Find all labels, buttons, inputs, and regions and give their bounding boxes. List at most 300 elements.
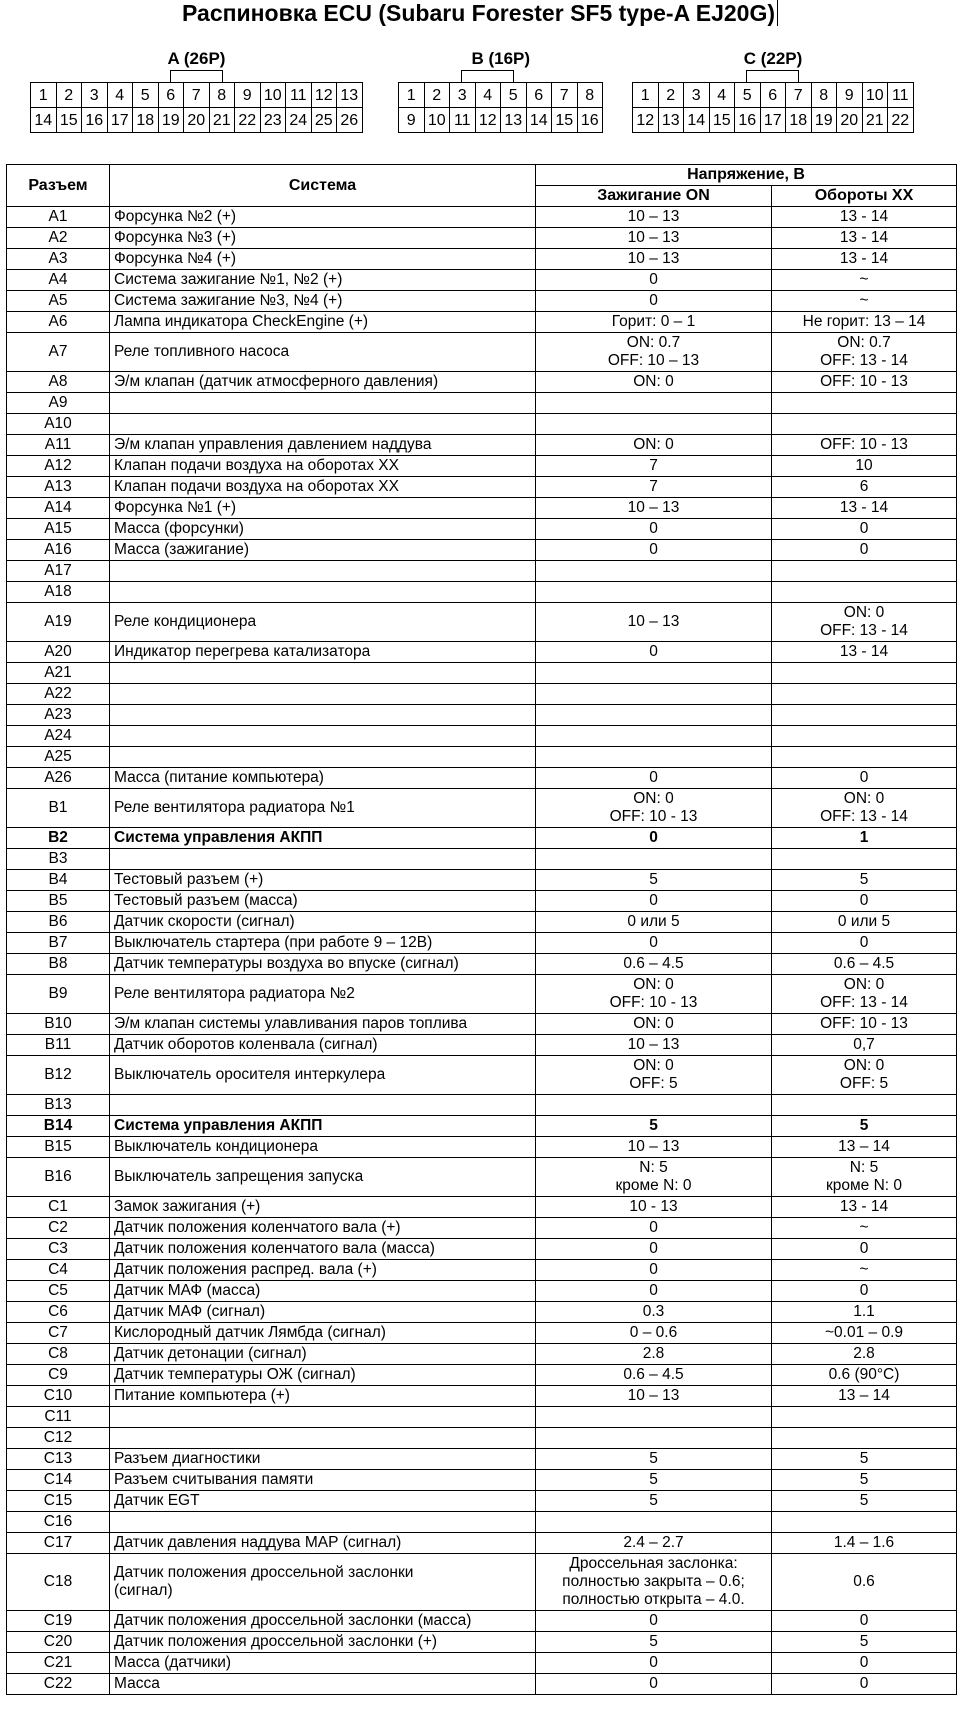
pin-cell-text: A18 bbox=[44, 583, 72, 600]
ignition-on-cell bbox=[536, 1323, 772, 1344]
system-cell bbox=[110, 891, 536, 912]
connector-pin: 16 bbox=[735, 108, 761, 133]
system-cell bbox=[110, 1197, 536, 1218]
system-cell bbox=[110, 1014, 536, 1035]
system-cell bbox=[110, 870, 536, 891]
pin-cell bbox=[7, 1386, 110, 1407]
connector-pin-grid bbox=[30, 82, 363, 133]
system-cell-text: Датчик положения дроссельной заслонки (+) bbox=[114, 1633, 438, 1650]
system-cell-text: Э/м клапан (датчик атмосферного давления) bbox=[114, 373, 439, 390]
pin-cell bbox=[7, 498, 110, 519]
ignition-on-cell bbox=[536, 477, 772, 498]
pin-cell-text: B15 bbox=[44, 1138, 72, 1155]
ignition-on-cell-text: 0 bbox=[649, 1282, 658, 1299]
ignition-on-cell-text: 0 bbox=[649, 934, 658, 951]
system-cell-text: Форсунка №3 (+) bbox=[114, 229, 237, 246]
ignition-on-cell bbox=[536, 1158, 772, 1197]
connector-pin: 13 bbox=[501, 108, 527, 133]
pinout-table-body bbox=[7, 207, 957, 1695]
pin-cell-text: C19 bbox=[43, 1612, 73, 1629]
pin-cell bbox=[7, 414, 110, 435]
ignition-on-cell-text: 7 bbox=[649, 457, 658, 474]
idle-cell bbox=[772, 933, 957, 954]
idle-cell bbox=[772, 1218, 957, 1239]
ignition-on-cell bbox=[536, 1554, 772, 1611]
ignition-on-cell-text: ON: 0 bbox=[633, 1015, 674, 1032]
ignition-on-cell-text: Горит: 0 – 1 bbox=[611, 313, 696, 330]
connector-pin: 20 bbox=[184, 108, 210, 133]
pin-cell-text: C6 bbox=[48, 1303, 68, 1320]
idle-cell bbox=[772, 312, 957, 333]
system-cell-text: Датчик давления наддува МАР (сигнал) bbox=[114, 1534, 402, 1551]
pin-cell-text: C16 bbox=[43, 1513, 73, 1530]
ignition-on-cell-text: 0 bbox=[649, 1654, 658, 1671]
pin-cell bbox=[7, 1260, 110, 1281]
table-row bbox=[7, 849, 957, 870]
table-row bbox=[7, 456, 957, 477]
pin-cell bbox=[7, 705, 110, 726]
pin-cell-text: C4 bbox=[48, 1261, 68, 1278]
system-cell bbox=[110, 828, 536, 849]
ignition-on-cell bbox=[536, 540, 772, 561]
connector-pin: 1 bbox=[633, 83, 659, 108]
idle-cell-text: OFF: 10 - 13 bbox=[820, 1015, 908, 1032]
ignition-on-cell-text: 0 bbox=[649, 520, 658, 537]
ignition-on-cell-text: ON: 0 bbox=[633, 373, 674, 390]
ignition-on-cell bbox=[536, 1197, 772, 1218]
connector-pin: 2 bbox=[57, 83, 83, 108]
ignition-on-cell bbox=[536, 1344, 772, 1365]
idle-cell bbox=[772, 1611, 957, 1632]
ignition-on-cell bbox=[536, 912, 772, 933]
system-cell-text: Датчик положения коленчатого вала (масса) bbox=[114, 1240, 435, 1257]
pin-cell-text: A14 bbox=[44, 499, 72, 516]
table-row bbox=[7, 1116, 957, 1137]
idle-cell bbox=[772, 207, 957, 228]
idle-cell-text: 5 bbox=[859, 1492, 869, 1509]
header-idle: Обороты ХХ bbox=[772, 186, 957, 207]
connector-pin: 10 bbox=[261, 83, 287, 108]
pin-cell bbox=[7, 207, 110, 228]
idle-cell bbox=[772, 1428, 957, 1449]
table-row bbox=[7, 828, 957, 849]
pin-cell-text: B3 bbox=[48, 850, 68, 867]
table-row bbox=[7, 891, 957, 912]
connector-label: A (26P) bbox=[167, 49, 226, 68]
pin-cell bbox=[7, 1491, 110, 1512]
pin-cell-text: C20 bbox=[43, 1633, 73, 1650]
pin-cell-text: A15 bbox=[44, 520, 72, 537]
ignition-on-cell-text: 0 bbox=[649, 541, 658, 558]
idle-cell-text: 0 или 5 bbox=[837, 913, 891, 930]
connector-pin-grid bbox=[398, 82, 603, 133]
idle-cell bbox=[772, 1533, 957, 1554]
pin-cell bbox=[7, 726, 110, 747]
idle-cell bbox=[772, 768, 957, 789]
pin-cell bbox=[7, 228, 110, 249]
idle-cell bbox=[772, 1260, 957, 1281]
system-cell bbox=[110, 1344, 536, 1365]
system-cell-text: Датчик положения распред. вала (+) bbox=[114, 1261, 377, 1278]
connector-pin: 4 bbox=[108, 83, 134, 108]
connector-pin: 11 bbox=[286, 83, 312, 108]
table-row bbox=[7, 1611, 957, 1632]
idle-cell-text: 0 bbox=[859, 892, 869, 909]
system-cell bbox=[110, 1260, 536, 1281]
table-row bbox=[7, 1554, 957, 1611]
idle-cell-text: ~ bbox=[859, 271, 869, 288]
connector-pin: 3 bbox=[684, 83, 710, 108]
pin-cell-text: A2 bbox=[48, 229, 68, 246]
connector-pin: 12 bbox=[633, 108, 659, 133]
idle-cell bbox=[772, 912, 957, 933]
table-row bbox=[7, 870, 957, 891]
idle-cell-text: 0.6 (90°C) bbox=[828, 1366, 900, 1383]
pin-cell bbox=[7, 477, 110, 498]
ignition-on-cell bbox=[536, 1491, 772, 1512]
idle-cell bbox=[772, 1365, 957, 1386]
system-cell bbox=[110, 1491, 536, 1512]
ignition-on-cell-text: 10 – 13 bbox=[627, 613, 680, 630]
pin-cell-text: C8 bbox=[48, 1345, 68, 1362]
pin-cell-text: B16 bbox=[44, 1168, 72, 1185]
pin-cell bbox=[7, 1302, 110, 1323]
pin-cell-text: C3 bbox=[48, 1240, 68, 1257]
pin-cell-text: B10 bbox=[44, 1015, 72, 1032]
connector-pin: 16 bbox=[82, 108, 108, 133]
table-row bbox=[7, 1014, 957, 1035]
pin-cell-text: C15 bbox=[43, 1492, 73, 1509]
ignition-on-cell bbox=[536, 789, 772, 828]
idle-cell bbox=[772, 249, 957, 270]
ignition-on-cell-text: Дроссельная заслонка: полностью закрыта – 0.6; полностью открыта – 4.0. bbox=[562, 1555, 745, 1608]
table-row bbox=[7, 933, 957, 954]
table-row bbox=[7, 540, 957, 561]
idle-cell-text: 13 - 14 bbox=[839, 1198, 889, 1215]
idle-cell-text: 13 – 14 bbox=[838, 1387, 890, 1404]
table-row bbox=[7, 747, 957, 768]
connector-pin: 10 bbox=[863, 83, 889, 108]
table-row bbox=[7, 1491, 957, 1512]
idle-cell bbox=[772, 1281, 957, 1302]
idle-cell bbox=[772, 870, 957, 891]
connector-pin: 9 bbox=[399, 108, 425, 133]
idle-cell bbox=[772, 1197, 957, 1218]
system-cell-text: Замок зажигания (+) bbox=[114, 1198, 261, 1215]
connector-pin: 1 bbox=[399, 83, 425, 108]
pin-cell bbox=[7, 456, 110, 477]
system-cell-text: Э/м клапан управления давлением наддува bbox=[114, 436, 432, 453]
pin-cell bbox=[7, 768, 110, 789]
system-cell-text: Лампа индикатора CheckEngine (+) bbox=[114, 313, 369, 330]
system-cell-text: Датчик температуры воздуха во впуске (сигнал) bbox=[114, 955, 459, 972]
connector-pin: 2 bbox=[425, 83, 451, 108]
system-cell bbox=[110, 975, 536, 1014]
pin-cell bbox=[7, 270, 110, 291]
pin-cell bbox=[7, 1653, 110, 1674]
connector-pin: 3 bbox=[450, 83, 476, 108]
system-cell-text: Датчик МАФ (масса) bbox=[114, 1282, 261, 1299]
pin-cell-text: B6 bbox=[48, 913, 68, 930]
ignition-on-cell-text: 0.6 – 4.5 bbox=[623, 1366, 684, 1383]
system-cell bbox=[110, 207, 536, 228]
ignition-on-cell bbox=[536, 1035, 772, 1056]
ignition-on-cell-text: 7 bbox=[649, 478, 658, 495]
connector-pin: 9 bbox=[837, 83, 863, 108]
pin-cell-text: A16 bbox=[44, 541, 72, 558]
table-row bbox=[7, 228, 957, 249]
ignition-on-cell bbox=[536, 663, 772, 684]
idle-cell-text: 1.1 bbox=[853, 1303, 875, 1320]
pin-cell-text: C18 bbox=[43, 1573, 73, 1590]
connector-pin: 24 bbox=[286, 108, 312, 133]
ignition-on-cell-text: 10 – 13 bbox=[627, 250, 680, 267]
table-row bbox=[7, 1260, 957, 1281]
system-cell-text: Тестовый разъем (масса) bbox=[114, 892, 298, 909]
idle-cell bbox=[772, 228, 957, 249]
ignition-on-cell bbox=[536, 870, 772, 891]
table-row bbox=[7, 1653, 957, 1674]
system-cell-text: Система управления АКПП bbox=[114, 1117, 323, 1134]
idle-cell-text: 10 bbox=[855, 457, 873, 474]
system-cell-text: Датчик оборотов коленвала (сигнал) bbox=[114, 1036, 378, 1053]
page-title-text: Распиновка ECU (Subaru Forester SF5 type-A EJ20G) bbox=[182, 0, 778, 26]
pin-cell-text: A19 bbox=[44, 613, 72, 630]
pin-cell-text: A10 bbox=[44, 415, 72, 432]
system-cell bbox=[110, 477, 536, 498]
ignition-on-cell-text: 10 - 13 bbox=[629, 1198, 678, 1215]
system-cell bbox=[110, 1137, 536, 1158]
header-pin: Разъем bbox=[7, 165, 110, 207]
system-cell-text: Клапан подачи воздуха на оборотах ХХ bbox=[114, 478, 399, 495]
ignition-on-cell-text: 0 bbox=[649, 1675, 658, 1692]
table-row bbox=[7, 1428, 957, 1449]
pin-cell bbox=[7, 393, 110, 414]
idle-cell bbox=[772, 435, 957, 456]
idle-cell bbox=[772, 291, 957, 312]
system-cell bbox=[110, 642, 536, 663]
system-cell-text: Клапан подачи воздуха на оборотах ХХ bbox=[114, 457, 399, 474]
table-row bbox=[7, 1302, 957, 1323]
ignition-on-cell bbox=[536, 1095, 772, 1116]
pin-cell-text: C12 bbox=[43, 1429, 73, 1446]
idle-cell-text: 0 bbox=[859, 1675, 869, 1692]
idle-cell-text: 5 bbox=[859, 1471, 869, 1488]
pin-cell-text: B13 bbox=[44, 1096, 72, 1113]
ignition-on-cell-text: 0 bbox=[649, 892, 658, 909]
connector-pin: 13 bbox=[337, 83, 363, 108]
table-row bbox=[7, 1056, 957, 1095]
idle-cell bbox=[772, 1035, 957, 1056]
idle-cell-text: 0.6 bbox=[853, 1573, 875, 1590]
connector-pin: 22 bbox=[235, 108, 261, 133]
table-row bbox=[7, 372, 957, 393]
ignition-on-cell bbox=[536, 333, 772, 372]
ignition-on-cell bbox=[536, 561, 772, 582]
table-row bbox=[7, 393, 957, 414]
ignition-on-cell bbox=[536, 270, 772, 291]
system-cell bbox=[110, 768, 536, 789]
table-row bbox=[7, 414, 957, 435]
system-cell-text: Разъем диагностики bbox=[114, 1450, 261, 1467]
system-cell bbox=[110, 603, 536, 642]
system-cell bbox=[110, 663, 536, 684]
system-cell-text: Реле вентилятора радиатора №1 bbox=[114, 799, 355, 816]
ignition-on-cell bbox=[536, 1386, 772, 1407]
system-cell-text: Датчик температуры ОЖ (сигнал) bbox=[114, 1366, 356, 1383]
pin-cell-text: A8 bbox=[48, 373, 68, 390]
ignition-on-cell bbox=[536, 249, 772, 270]
ignition-on-cell-text: 10 – 13 bbox=[627, 1138, 680, 1155]
connector-pin: 23 bbox=[261, 108, 287, 133]
connector-pin: 21 bbox=[863, 108, 889, 133]
system-cell bbox=[110, 393, 536, 414]
pin-cell-text: A3 bbox=[48, 250, 68, 267]
system-cell bbox=[110, 540, 536, 561]
pin-cell bbox=[7, 642, 110, 663]
table-row bbox=[7, 1512, 957, 1533]
system-cell bbox=[110, 291, 536, 312]
pin-cell bbox=[7, 1035, 110, 1056]
idle-cell-text: OFF: 10 - 13 bbox=[820, 373, 908, 390]
pin-cell bbox=[7, 891, 110, 912]
pin-cell-text: A21 bbox=[44, 664, 72, 681]
ignition-on-cell bbox=[536, 768, 772, 789]
system-cell-text: Форсунка №1 (+) bbox=[114, 499, 237, 516]
ignition-on-cell bbox=[536, 519, 772, 540]
system-cell-text: Реле топливного насоса bbox=[114, 343, 290, 360]
table-row bbox=[7, 1632, 957, 1653]
system-cell-text: Реле вентилятора радиатора №2 bbox=[114, 985, 355, 1002]
pin-cell bbox=[7, 1095, 110, 1116]
idle-cell-text: ~ bbox=[859, 1219, 869, 1236]
pin-cell-text: C22 bbox=[43, 1675, 73, 1692]
connector-pin: 12 bbox=[312, 83, 338, 108]
pin-cell-text: A22 bbox=[44, 685, 72, 702]
system-cell-text: Масса bbox=[114, 1675, 160, 1692]
ignition-on-cell bbox=[536, 705, 772, 726]
idle-cell bbox=[772, 540, 957, 561]
ignition-on-cell bbox=[536, 1260, 772, 1281]
table-row bbox=[7, 333, 957, 372]
pin-cell bbox=[7, 603, 110, 642]
connector-pin: 9 bbox=[235, 83, 261, 108]
idle-cell-text: ON: 0 OFF: 5 bbox=[839, 1057, 889, 1092]
ignition-on-cell bbox=[536, 1611, 772, 1632]
pin-cell bbox=[7, 684, 110, 705]
connector-pin-row bbox=[633, 108, 914, 133]
idle-cell bbox=[772, 705, 957, 726]
connector-pin: 18 bbox=[133, 108, 159, 133]
idle-cell-text: ON: 0 OFF: 13 - 14 bbox=[820, 790, 908, 825]
table-row bbox=[7, 1386, 957, 1407]
system-cell bbox=[110, 912, 536, 933]
idle-cell bbox=[772, 270, 957, 291]
idle-cell-text: 5 bbox=[859, 1633, 869, 1650]
table-row bbox=[7, 912, 957, 933]
ignition-on-cell-text: ON: 0 OFF: 10 - 13 bbox=[609, 976, 698, 1011]
pin-cell-text: C2 bbox=[48, 1219, 68, 1236]
table-row bbox=[7, 249, 957, 270]
idle-cell-text: ~ bbox=[859, 292, 869, 309]
pin-cell-text: A13 bbox=[44, 478, 72, 495]
pin-cell bbox=[7, 954, 110, 975]
idle-cell bbox=[772, 1095, 957, 1116]
system-cell bbox=[110, 1470, 536, 1491]
pin-cell-text: A4 bbox=[48, 271, 68, 288]
system-cell bbox=[110, 705, 536, 726]
ignition-on-cell bbox=[536, 642, 772, 663]
ignition-on-cell bbox=[536, 828, 772, 849]
pin-cell bbox=[7, 1218, 110, 1239]
idle-cell bbox=[772, 726, 957, 747]
idle-cell bbox=[772, 891, 957, 912]
system-cell bbox=[110, 582, 536, 603]
system-cell-text: Питание компьютера (+) bbox=[114, 1387, 290, 1404]
table-row bbox=[7, 1239, 957, 1260]
connector-pin: 5 bbox=[735, 83, 761, 108]
system-cell-text: Разъем считывания памяти bbox=[114, 1471, 314, 1488]
ignition-on-cell-text: N: 5 кроме N: 0 bbox=[615, 1159, 692, 1194]
page-title bbox=[0, 0, 960, 30]
connector-pin: 3 bbox=[82, 83, 108, 108]
system-cell bbox=[110, 1533, 536, 1554]
system-cell bbox=[110, 312, 536, 333]
connector-pin: 21 bbox=[210, 108, 236, 133]
ignition-on-cell bbox=[536, 1137, 772, 1158]
system-cell bbox=[110, 1611, 536, 1632]
idle-cell-text: 1.4 – 1.6 bbox=[833, 1534, 895, 1551]
ignition-on-cell-text: 0 bbox=[649, 1612, 658, 1629]
pin-cell bbox=[7, 291, 110, 312]
ignition-on-cell-text: 5 bbox=[649, 1633, 658, 1650]
ignition-on-cell bbox=[536, 312, 772, 333]
connector-pin-grid bbox=[632, 82, 914, 133]
pin-cell-text: C14 bbox=[43, 1471, 73, 1488]
idle-cell-text: ~ bbox=[859, 1261, 869, 1278]
idle-cell bbox=[772, 519, 957, 540]
ignition-on-cell bbox=[536, 1512, 772, 1533]
system-cell bbox=[110, 849, 536, 870]
ignition-on-cell bbox=[536, 849, 772, 870]
ignition-on-cell bbox=[536, 393, 772, 414]
table-row bbox=[7, 1281, 957, 1302]
table-row bbox=[7, 498, 957, 519]
connector-pin: 15 bbox=[710, 108, 736, 133]
table-row bbox=[7, 1449, 957, 1470]
idle-cell bbox=[772, 414, 957, 435]
table-row bbox=[7, 663, 957, 684]
idle-cell-text: 5 bbox=[859, 1450, 869, 1467]
table-row bbox=[7, 435, 957, 456]
idle-cell bbox=[772, 1674, 957, 1695]
idle-cell bbox=[772, 1491, 957, 1512]
idle-cell bbox=[772, 1323, 957, 1344]
pin-cell-text: A23 bbox=[44, 706, 72, 723]
system-cell-text: Датчик положения коленчатого вала (+) bbox=[114, 1219, 401, 1236]
connector-pin-row bbox=[31, 83, 363, 108]
ignition-on-cell-text: 10 – 13 bbox=[627, 229, 680, 246]
connector-pin: 4 bbox=[476, 83, 502, 108]
pin-cell bbox=[7, 1116, 110, 1137]
pin-cell bbox=[7, 1281, 110, 1302]
ignition-on-cell-text: 0.3 bbox=[642, 1303, 665, 1320]
idle-cell bbox=[772, 1653, 957, 1674]
connector-pin: 7 bbox=[552, 83, 578, 108]
idle-cell bbox=[772, 1407, 957, 1428]
pin-cell bbox=[7, 1365, 110, 1386]
table-row bbox=[7, 1323, 957, 1344]
